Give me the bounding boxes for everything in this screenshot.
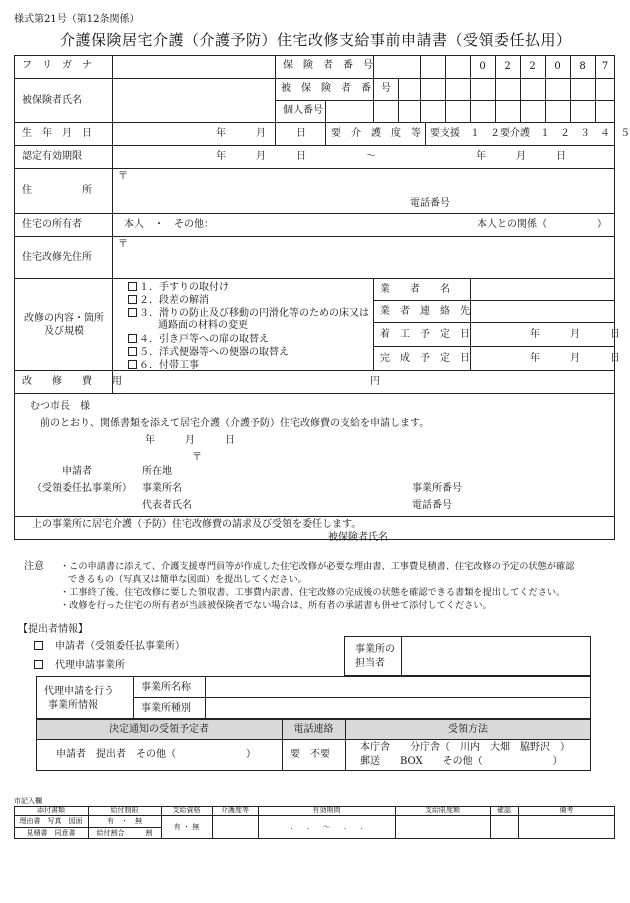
validity-tilde: ～: [366, 151, 376, 162]
checkbox[interactable]: [128, 295, 137, 304]
validity-to: 年 月 日: [476, 151, 566, 162]
delegation-text: 上の事業所に居宅介護（予防）住宅改修費の請求及び受領を委任します。: [32, 519, 362, 530]
recipient: むつ市長 様: [30, 401, 90, 412]
insurer-digit: 0: [554, 61, 561, 72]
item-4[interactable]: ４．引き戸等への扉の取替え: [128, 334, 269, 345]
end-date-label: 完 成 予 定 日: [380, 353, 470, 364]
applicant-label: 申請者: [62, 466, 92, 477]
checkbox[interactable]: [128, 360, 137, 369]
postal-mark: 〒: [118, 171, 128, 182]
application-body: 前のとおり、関係書類を添えて居宅介護（介護予防）住宅改修費の支給を申請します。: [40, 418, 430, 429]
insurer-digit: 8: [579, 61, 586, 72]
person-in-charge-label: 事業所の: [355, 644, 395, 655]
reform-address-label: 住宅改修先住所: [22, 252, 92, 263]
start-date-label: 着 工 予 定 日: [380, 329, 470, 340]
insured-name-sign-label: 被保険者氏名: [328, 532, 388, 543]
care-level-label: 要 介 護 度 等: [331, 128, 421, 139]
contractor-contact-label: 業 者 連 絡 先: [380, 306, 470, 317]
personal-number-label: 個人番号: [283, 105, 323, 116]
owner-value: 本人 ・ その他：: [124, 219, 214, 230]
item-5[interactable]: ５．洋式便器等への便器の取替え: [128, 347, 289, 358]
insurer-digit: 2: [504, 61, 511, 72]
application-date: 年 月 日: [145, 435, 235, 446]
checkbox[interactable]: [128, 347, 137, 356]
insured-number-label: 被 保 険 者 番 号: [281, 83, 391, 94]
submitter-heading: 【提出者情報】: [18, 624, 88, 635]
cost-label: 改 修 費 用: [22, 376, 122, 387]
item-2[interactable]: ２．段差の解消: [128, 295, 209, 306]
col-header: 有効期間: [312, 806, 341, 814]
form-id: 様式第21号（第12条関係）: [14, 14, 140, 25]
submitter-option-applicant[interactable]: 申請者（受領委任払事業所）: [34, 641, 185, 652]
col-header: 介護度等: [221, 806, 249, 814]
office-name-label: 事業所名称: [141, 682, 191, 693]
note-line: ・改修を行った住宅の所有者が当該被保険者でない場合は、所有者の承諾書も併せて添付してください。: [60, 600, 492, 611]
validity-label: 認定有効期限: [22, 151, 82, 162]
checkbox[interactable]: [128, 282, 137, 291]
care-levels: 要介護 １ ２ ３ ４ ５: [500, 128, 630, 139]
location-label: 所在地: [142, 466, 172, 477]
receipt-method-options: 郵送 BOX その他（ ）: [360, 756, 563, 767]
col-header: 添付書類: [37, 806, 65, 814]
note-line: ・工事終了後、住宅改修に要した領収書、工事費内訳書、住宅改修の完成後の状態を確認できる書類を提出してください。: [60, 587, 566, 598]
insurer-digit: 2: [529, 61, 536, 72]
item-3-continued: 通路面の材料の変更: [158, 320, 248, 331]
phone-contact-options: 要 不要: [290, 749, 330, 760]
col-header: 給付制限: [110, 806, 139, 814]
note-line: ・この申請書に添えて、介護支援専門員等が作成した住宅改修が必要な理由書、工事費見積書、住宅改修の予定の状態が確認: [60, 561, 575, 572]
office-name-label: 事業所名: [142, 483, 182, 494]
col-header: 確認: [497, 806, 511, 814]
applicant-sub-label: （受領委任払事業所）: [32, 483, 132, 494]
agent-info-label: 代理申請を行う: [44, 686, 114, 697]
eligibility-value: 有 ・ 無: [173, 823, 200, 831]
tel-label: 電話番号: [412, 500, 452, 511]
notes-label: 注意: [24, 561, 44, 572]
page-title: 介護保険居宅介護（介護予防）住宅改修支給事前申請書（受領委任払用）: [60, 31, 572, 49]
col-header: 備考: [559, 806, 574, 814]
item-1[interactable]: １．手すりの取付け: [128, 282, 229, 293]
support-levels: 要支援 １ ２: [430, 128, 500, 139]
insured-name-label: 被保険者氏名: [22, 95, 82, 106]
item-3[interactable]: ３．滑りの防止及び移動の円滑化等のための床又は: [128, 308, 369, 319]
attachments-value: 理由書 写真 図面: [19, 817, 83, 825]
office-number-label: 事業所番号: [412, 483, 462, 494]
city-use-heading: 市記入欄: [14, 797, 42, 805]
benefit-ratio-value: 給付割合 割: [96, 829, 153, 837]
end-date: 年 月 日: [530, 353, 620, 364]
receiver-header: 決定通知の受領予定者: [109, 724, 209, 735]
attachments-value: 見積書 同意書: [26, 829, 76, 837]
submitter-option-agent[interactable]: 代理申請事業所: [34, 660, 125, 671]
receipt-method-header: 受領方法: [448, 724, 488, 735]
contractor-label: 業 者 名: [380, 284, 450, 295]
reform-content-label: 改修の内容・箇所及び規模: [24, 313, 104, 337]
insurer-number-label: 保 険 者 番 号: [283, 60, 373, 71]
yen-unit: 円: [370, 376, 380, 387]
receiver-options: 申請者 提出者 その他（ ）: [56, 749, 256, 760]
insurer-digit: 0: [479, 61, 486, 72]
receipt-method-options: 本庁舎 分庁舎（ 川内 大畑 脇野沢 ）: [360, 742, 570, 753]
validity-period-value: . . ～ . .: [290, 823, 363, 831]
representative-label: 代表者氏名: [142, 500, 192, 511]
start-date: 年 月 日: [530, 329, 620, 340]
person-in-charge-box: [344, 636, 591, 676]
birth-date: 年 月 日: [216, 128, 306, 139]
col-header: 支給資格: [172, 806, 201, 814]
owner-label: 住宅の所有者: [22, 219, 82, 230]
insurer-digit: 7: [601, 61, 609, 72]
postal-mark: 〒: [192, 452, 202, 463]
phone-contact-header: 電話連絡: [293, 724, 334, 735]
address-label: 住 所: [22, 185, 92, 196]
item-6[interactable]: ６．付帯工事: [128, 360, 199, 371]
restriction-value: 有 ・ 無: [107, 817, 142, 825]
note-line: できるもの（写真又は簡単な図面）を提出してください。: [68, 574, 307, 585]
birth-label: 生 年 月 日: [22, 128, 92, 139]
tel-label: 電話番号: [410, 198, 450, 209]
checkbox[interactable]: [128, 334, 137, 343]
checkbox[interactable]: [128, 308, 137, 317]
furigana-label: フ リ ガ ナ: [22, 60, 92, 71]
office-type-label: 事業所種別: [141, 703, 191, 714]
postal-mark: 〒: [118, 239, 128, 250]
agent-info-label: 事業所情報: [48, 700, 98, 711]
owner-relation: 本人との関係（ ）: [477, 219, 607, 230]
checkbox[interactable]: [34, 641, 43, 650]
person-in-charge-label: 担当者: [355, 658, 385, 669]
validity-from: 年 月 日: [216, 151, 306, 162]
col-header: 支給限度額: [425, 806, 460, 814]
checkbox[interactable]: [34, 660, 43, 669]
